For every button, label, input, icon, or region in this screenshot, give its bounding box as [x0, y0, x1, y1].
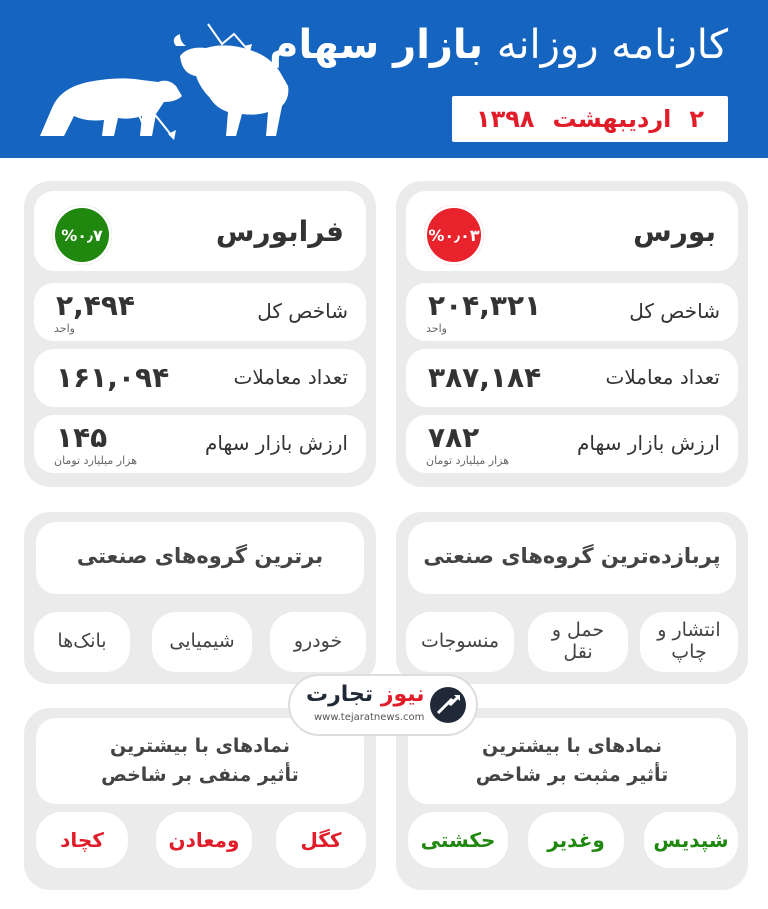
logo-name-part2: نیوز [380, 682, 425, 707]
negative-title-line-1: نمادهای با بیشترین [109, 735, 290, 757]
busiest-group-1: انتشار و چاپ [640, 612, 738, 672]
farabourse-index-unit: واحد [54, 322, 75, 335]
negative-symbol-2: ومعادن [156, 812, 252, 868]
date-year: ۱۳۹۸ [475, 105, 535, 133]
positive-symbol-3: حکشتی [408, 812, 508, 868]
busiest-groups-title-card [408, 522, 736, 594]
farabourse-trades-label: تعداد معاملات [233, 365, 348, 389]
bourse-header-card [406, 191, 738, 271]
bourse-index-card [406, 283, 738, 341]
logo-name [306, 682, 425, 707]
bourse-trades-value: ۳۸۷,۱۸۴ [428, 361, 542, 394]
top-group-2: شیمیایی [152, 612, 252, 672]
farabourse-index-label: شاخص کل [257, 299, 348, 323]
farabourse-change-badge: %۰٫۷ [52, 205, 112, 265]
header-banner [0, 0, 768, 158]
farabourse-value-unit: هزار میلیارد تومان [54, 454, 138, 467]
top-groups-panel [24, 512, 376, 684]
bourse-index-unit: واحد [426, 322, 447, 335]
farabourse-value-label: ارزش بازار سهام [205, 431, 348, 455]
date-box [452, 96, 728, 142]
bourse-name: بورس [633, 215, 716, 248]
date-day: ۲ [689, 105, 705, 133]
busiest-group-3: منسوجات [406, 612, 514, 672]
positive-symbols-title [408, 732, 736, 789]
bourse-change-badge: %۰٫۰۳ [424, 205, 484, 265]
bourse-trades-label: تعداد معاملات [605, 365, 720, 389]
bourse-value-unit: هزار میلیارد تومان [426, 454, 510, 467]
top-groups-title-card [36, 522, 364, 594]
logo-name-part1: تجارت [306, 682, 374, 707]
busiest-groups-title: پربازده‌ترین گروه‌های صنعتی [423, 544, 721, 568]
top-group-3: بانک‌ها [34, 612, 130, 672]
bourse-value-label: ارزش بازار سهام [577, 431, 720, 455]
farabourse-trades-card [34, 349, 366, 407]
positive-title-line-1: نمادهای با بیشترین [481, 735, 662, 757]
bourse-index-label: شاخص کل [629, 299, 720, 323]
positive-symbols-panel [396, 708, 748, 890]
bourse-value-value: ۷۸۲ [428, 421, 480, 454]
farabourse-name: فرابورس [215, 215, 344, 248]
bourse-index-value: ۲۰۴,۳۲۱ [428, 289, 542, 322]
title-thin: کارنامه روزانه [496, 22, 728, 68]
logo-mark-icon [428, 685, 468, 725]
top-group-1: خودرو [270, 612, 366, 672]
farabourse-value-card [34, 415, 366, 473]
farabourse-header-card [34, 191, 366, 271]
tejaratnews-logo [290, 676, 476, 734]
farabourse-trades-value: ۱۶۱,۰۹۴ [56, 361, 170, 394]
positive-symbol-2: وغدیر [528, 812, 624, 868]
bourse-panel [396, 181, 748, 487]
bull-bear-icon [30, 16, 310, 146]
farabourse-index-card [34, 283, 366, 341]
date-month: اردیبهشت [552, 105, 672, 133]
logo-url: www.tejaratnews.com [314, 712, 425, 723]
negative-symbols-title [36, 732, 364, 789]
busiest-group-2: حمل و نقل [528, 612, 628, 672]
positive-symbol-1: شپدیس [644, 812, 738, 868]
negative-title-line-2: تأثیر منفی بر شاخص [101, 763, 299, 786]
negative-symbols-panel [24, 708, 376, 890]
page-title [269, 22, 728, 68]
negative-symbol-1: کگل [276, 812, 366, 868]
farabourse-index-value: ۲,۴۹۴ [56, 289, 135, 322]
title-bold: بازار سهام [269, 22, 483, 68]
farabourse-panel [24, 181, 376, 487]
farabourse-value-value: ۱۴۵ [56, 421, 108, 454]
positive-title-line-2: تأثیر مثبت بر شاخص [475, 763, 669, 786]
negative-symbol-3: کچاد [36, 812, 128, 868]
top-groups-title: برترین گروه‌های صنعتی [76, 544, 324, 568]
busiest-groups-panel [396, 512, 748, 684]
bourse-trades-card [406, 349, 738, 407]
bourse-value-card [406, 415, 738, 473]
